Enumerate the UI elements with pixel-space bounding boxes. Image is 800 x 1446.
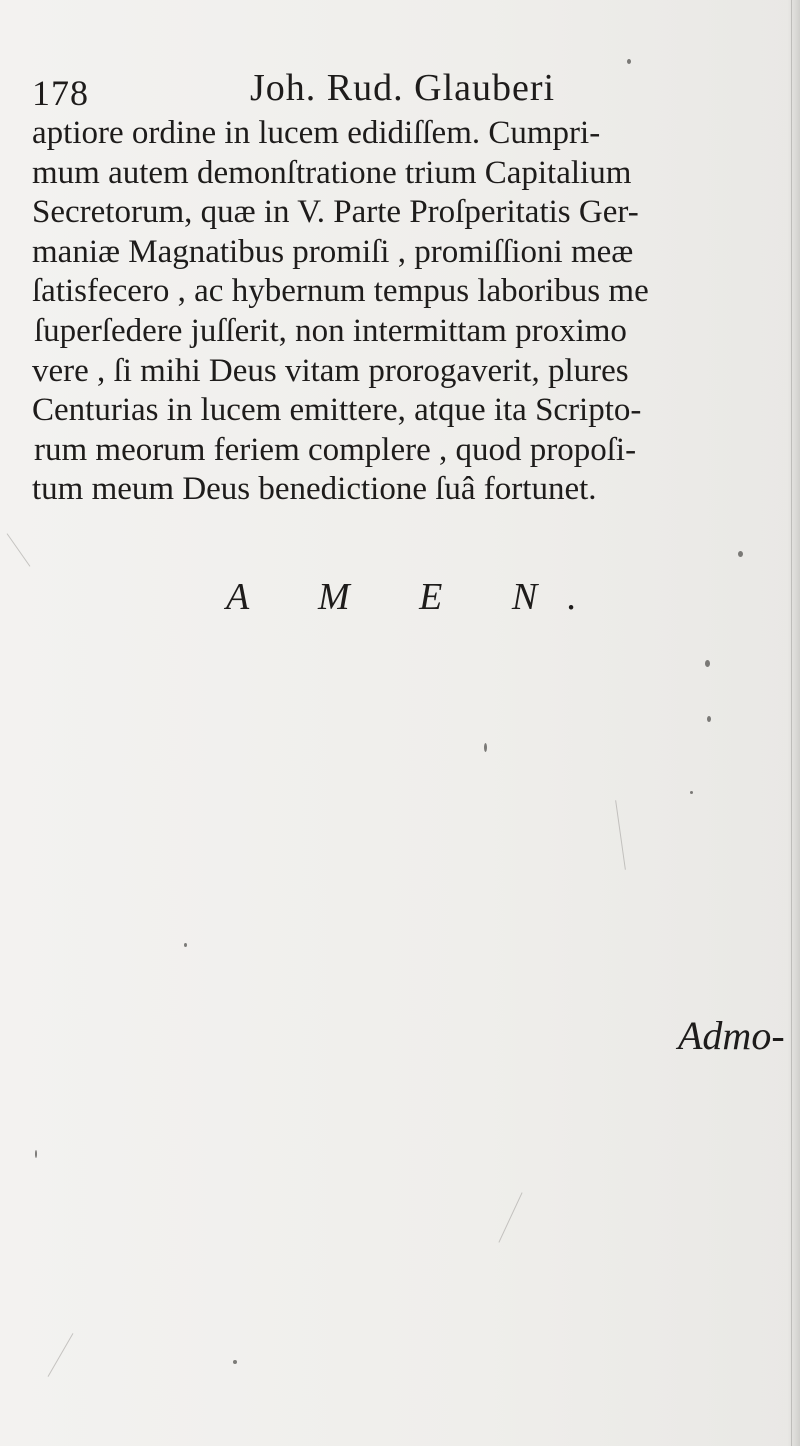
text-line: vere , ſi mihi Deus vitam prorogaverit, plures xyxy=(32,352,629,389)
paper-speck xyxy=(184,943,187,947)
paper-fiber xyxy=(498,1192,522,1242)
paper-speck xyxy=(738,551,743,557)
paper-fiber xyxy=(48,1333,74,1377)
text-line: Centurias in lucem emittere, atque ita Scripto- xyxy=(32,392,642,429)
text-line: mum autem demonſtratione trium Capitalium xyxy=(32,154,632,191)
page-number: 178 xyxy=(32,73,89,113)
paper-fiber xyxy=(615,800,626,869)
page-header xyxy=(32,66,732,118)
text-line: rum meorum feriem complere , quod propoſi- xyxy=(34,431,637,468)
text-line: maniæ Magnatibus promiſi , promiſſioni meæ xyxy=(32,233,634,270)
body-text xyxy=(32,114,792,510)
paper-speck xyxy=(233,1360,237,1364)
text-line: tum meum Deus benedictione ſuâ fortunet. xyxy=(32,471,597,508)
catchword: Admo- xyxy=(678,1013,785,1058)
page-edge-line xyxy=(791,0,792,1446)
text-line: Secretorum, quæ in V. Parte Proſperitatis Ger- xyxy=(32,194,639,231)
paper-fiber xyxy=(7,533,31,566)
paper-speck xyxy=(627,59,631,64)
paper-speck xyxy=(484,743,487,752)
running-head: Joh. Rud. Glauberi xyxy=(250,67,556,109)
page-edge xyxy=(788,0,800,1446)
paper-speck xyxy=(35,1150,37,1158)
paper-speck xyxy=(690,791,693,794)
paper-speck xyxy=(705,660,710,667)
text-line: aptiore ordine in lucem edidiſſem. Cumpri- xyxy=(32,115,601,151)
finis-amen: A M E N. xyxy=(226,576,607,618)
paper-speck xyxy=(707,716,711,722)
text-line: ſuperſedere juſſerit, non intermittam proximo xyxy=(34,312,627,349)
text-line: ſatisfecero , ac hybernum tempus laboribus me xyxy=(32,273,649,310)
